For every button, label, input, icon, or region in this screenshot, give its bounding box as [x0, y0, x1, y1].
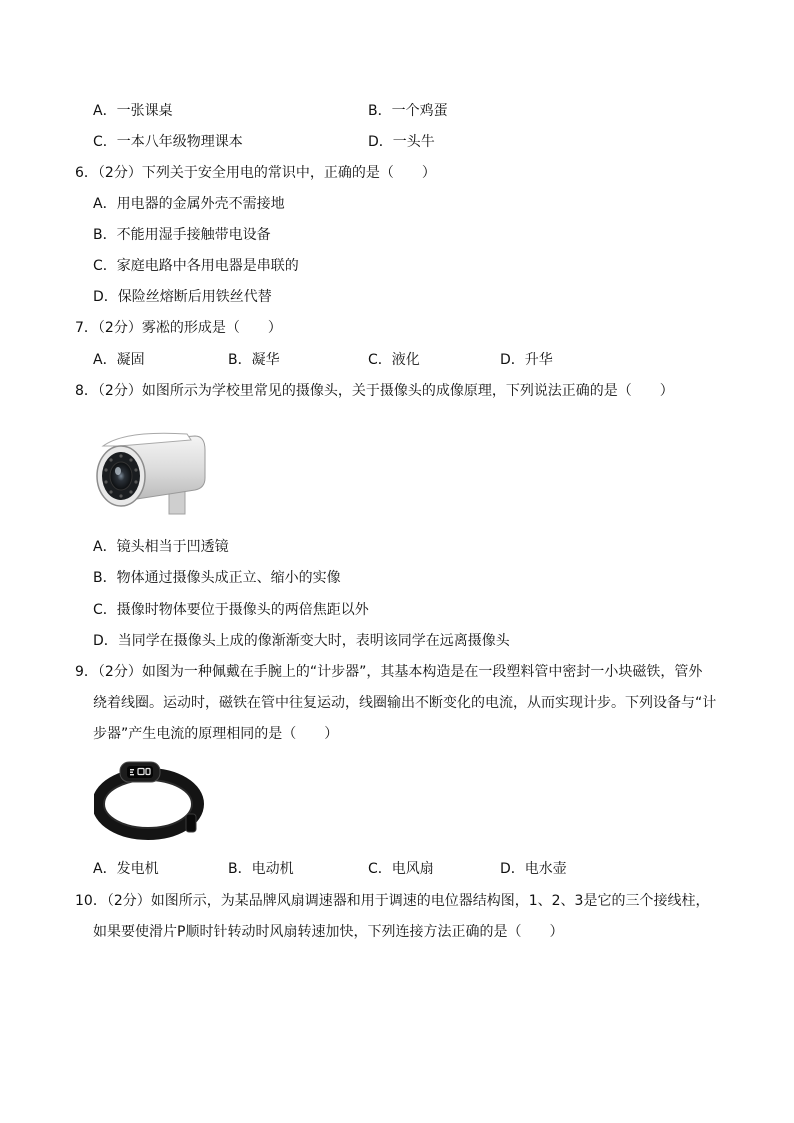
- q8-option-b: B．物体通过摄像头成正立、缩小的实像: [93, 570, 341, 586]
- q8-stem: 8．（2分）如图所示为学校里常见的摄像头，关于摄像头的成像原理，下列说法正确的是（ ）: [75, 383, 674, 399]
- fitness-band-icon: [94, 758, 204, 850]
- q9-option-b: B．电动机: [228, 861, 294, 877]
- q9-stem-line-2: 绕着线圈。运动时，磁铁在管中往复运动，线圈输出不断变化的电流，从而实现计步。下列设备与“计: [93, 695, 717, 711]
- q7-option-c: C．液化: [368, 352, 420, 368]
- q9-stem-line-3: 步器”产生电流的原理相同的是（ ）: [93, 726, 339, 742]
- q6-stem: 6．（2分）下列关于安全用电的常识中，正确的是（ ）: [75, 165, 436, 181]
- q5-option-b: B．一个鸡蛋: [368, 103, 448, 119]
- q6-option-c: C．家庭电路中各用电器是串联的: [93, 258, 299, 274]
- security-camera-image: [95, 430, 207, 522]
- q7-option-a: A．凝固: [93, 352, 145, 368]
- q10-stem-line-2: 如果要使滑片P顺时针转动时风扇转速加快，下列连接方法正确的是（ ）: [93, 924, 564, 940]
- q8-option-d: D．当同学在摄像头上成的像渐渐变大时，表明该同学在远离摄像头: [93, 633, 510, 649]
- q10-stem-line-1: 10．（2分）如图所示，为某品牌风扇调速器和用于调速的电位器结构图，1、2、3是它的三个接线柱，: [75, 893, 710, 909]
- q5-option-d: D．一头牛: [368, 134, 435, 150]
- q5-option-c: C．一本八年级物理课本: [93, 134, 243, 150]
- q6-option-b: B．不能用湿手接触带电设备: [93, 227, 271, 243]
- q7-option-b: B．凝华: [228, 352, 280, 368]
- q5-option-a: A．一张课桌: [93, 103, 173, 119]
- q6-option-a: A．用电器的金属外壳不需接地: [93, 196, 285, 212]
- fitness-band-image: [94, 758, 204, 850]
- q7-option-d: D．升华: [500, 352, 553, 368]
- q8-option-c: C．摄像时物体要位于摄像头的两倍焦距以外: [93, 602, 369, 618]
- q9-option-d: D．电水壶: [500, 861, 567, 877]
- q9-stem-line-1: 9．（2分）如图为一种佩戴在手腕上的“计步器”，其基本构造是在一段塑料管中密封一小块磁铁，管外: [75, 664, 703, 680]
- q8-option-a: A．镜头相当于凹透镜: [93, 539, 229, 555]
- q6-option-d: D．保险丝熔断后用铁丝代替: [93, 289, 272, 305]
- q9-option-a: A．发电机: [93, 861, 159, 877]
- security-camera-icon: [95, 430, 207, 522]
- q7-stem: 7．（2分）雾凇的形成是（ ）: [75, 320, 282, 336]
- q9-option-c: C．电风扇: [368, 861, 434, 877]
